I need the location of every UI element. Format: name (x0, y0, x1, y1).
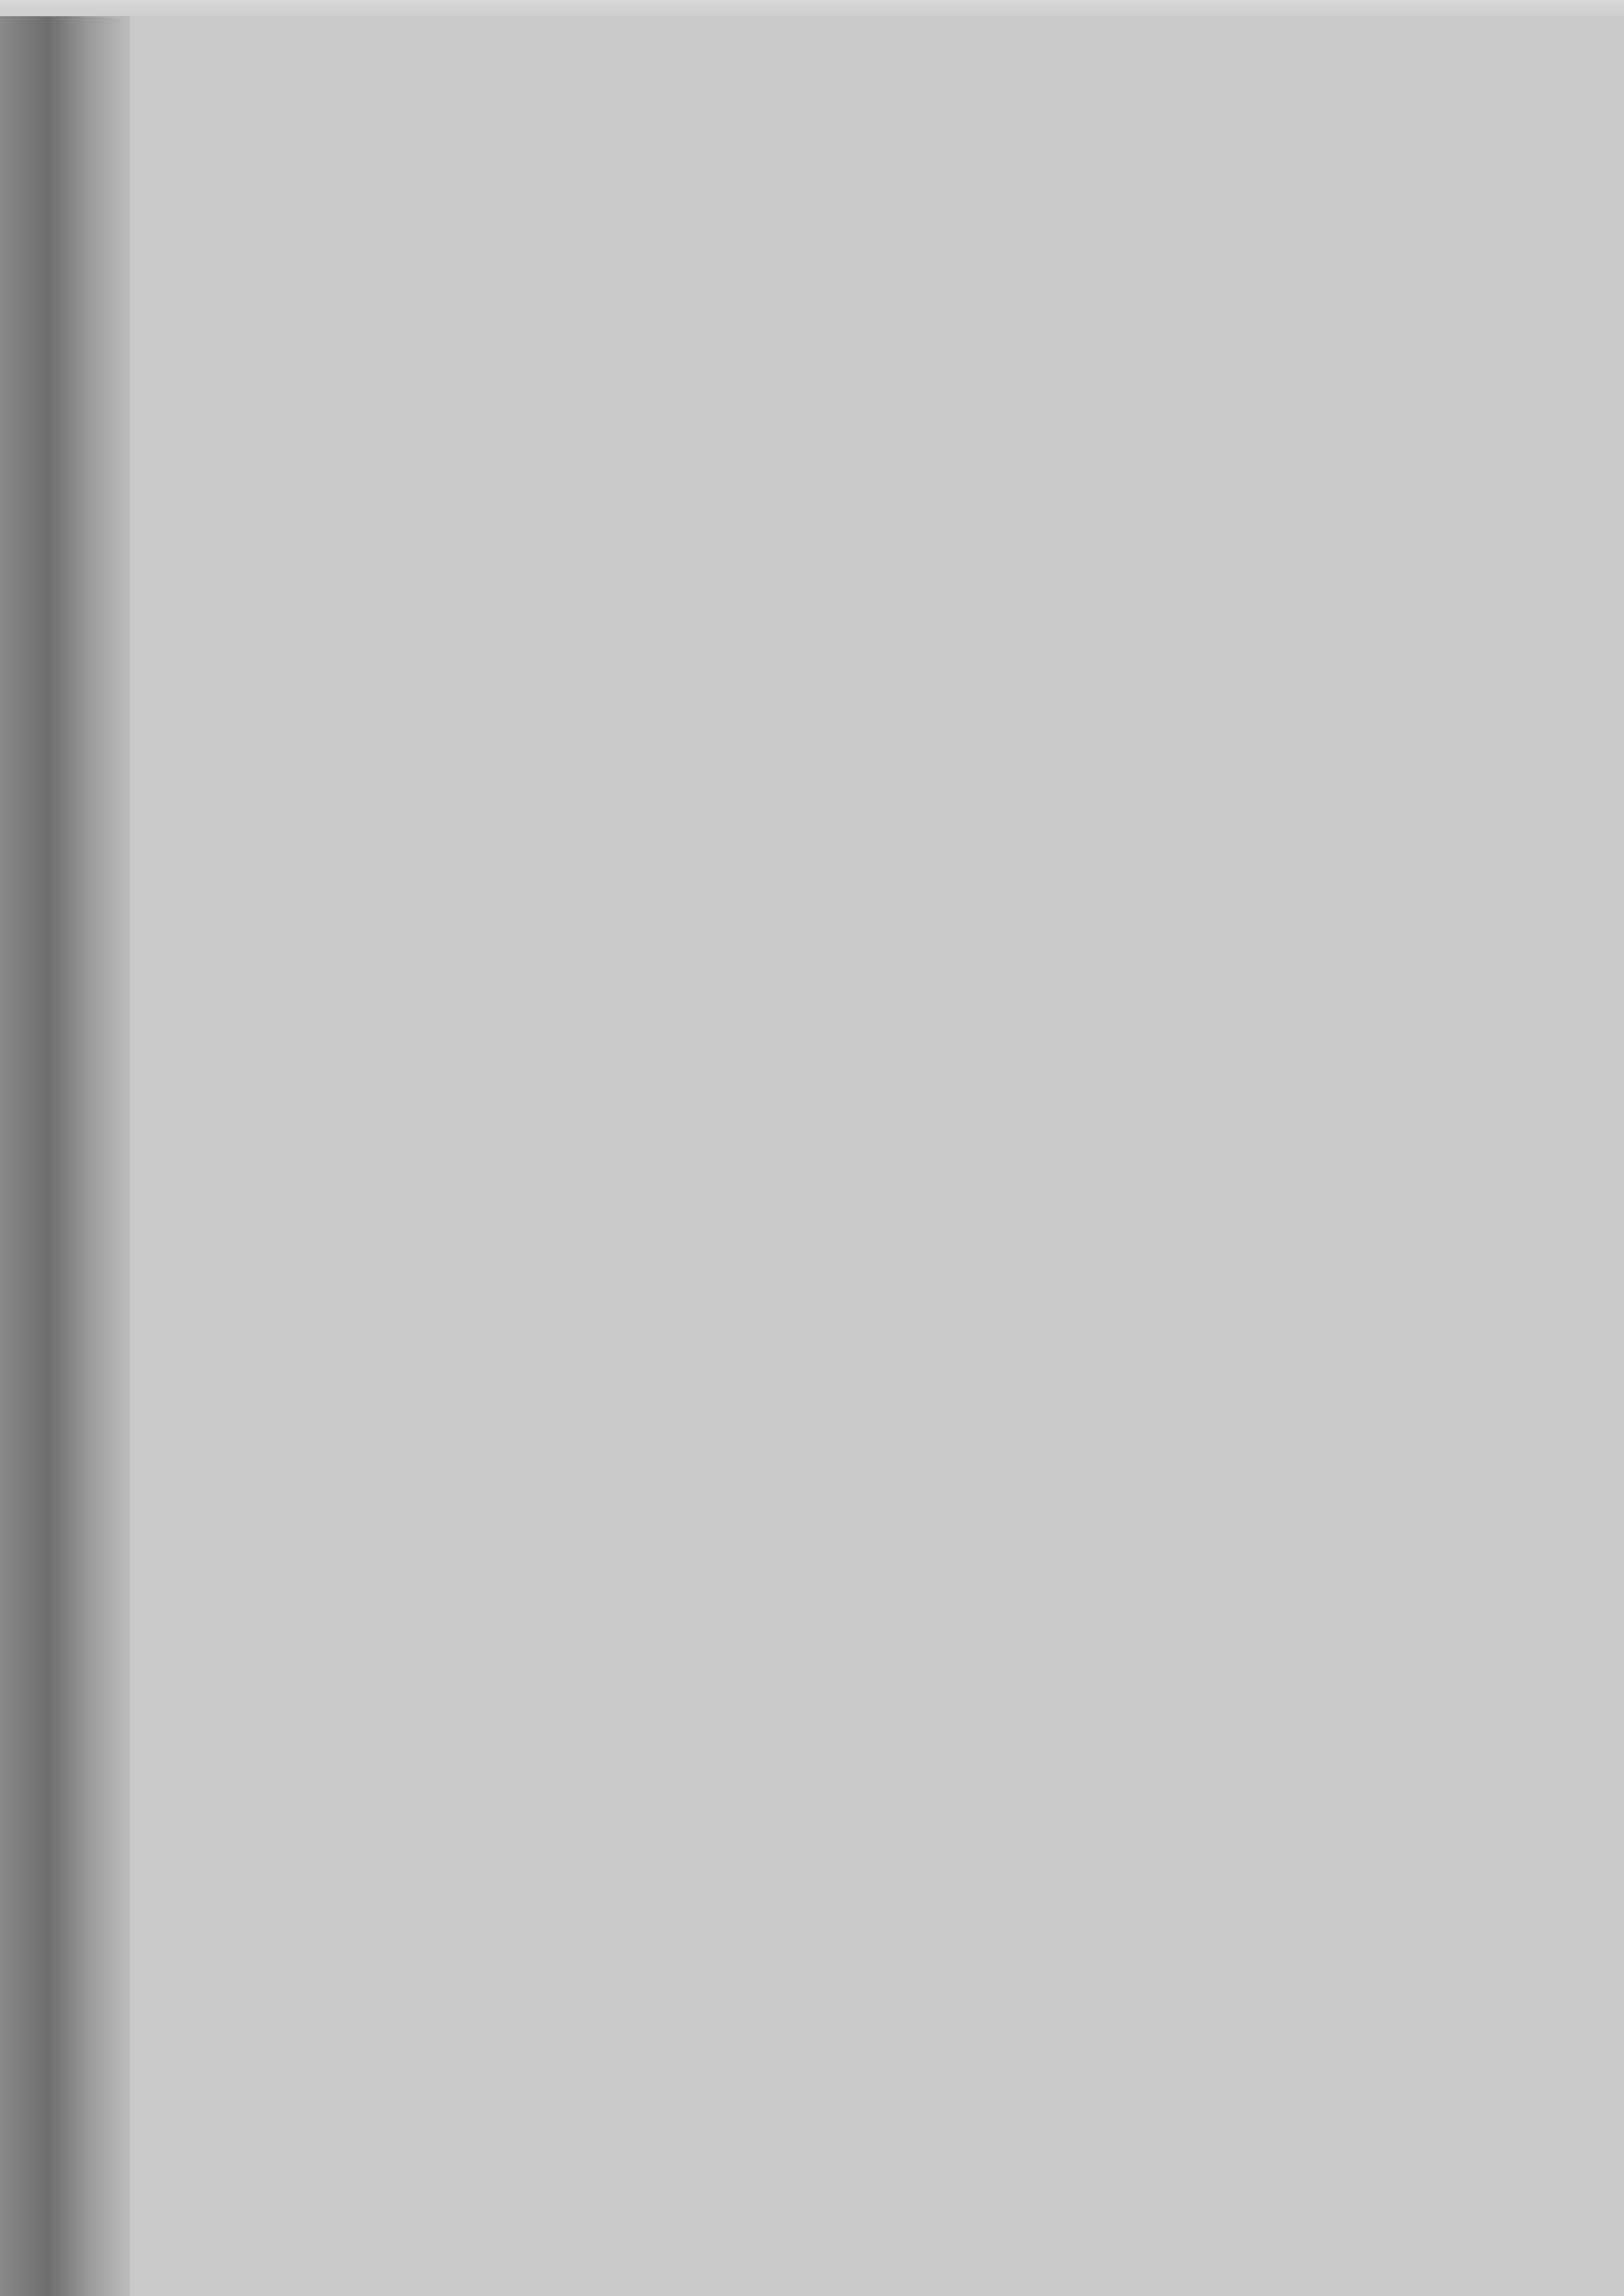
founded-entry (154, 146, 1462, 177)
running-head (154, 32, 1462, 97)
margin-text-fragments (0, 97, 32, 2290)
document-page (154, 32, 1462, 2273)
page-footer (187, 2220, 1453, 2260)
scan-top-edge (0, 0, 1624, 16)
